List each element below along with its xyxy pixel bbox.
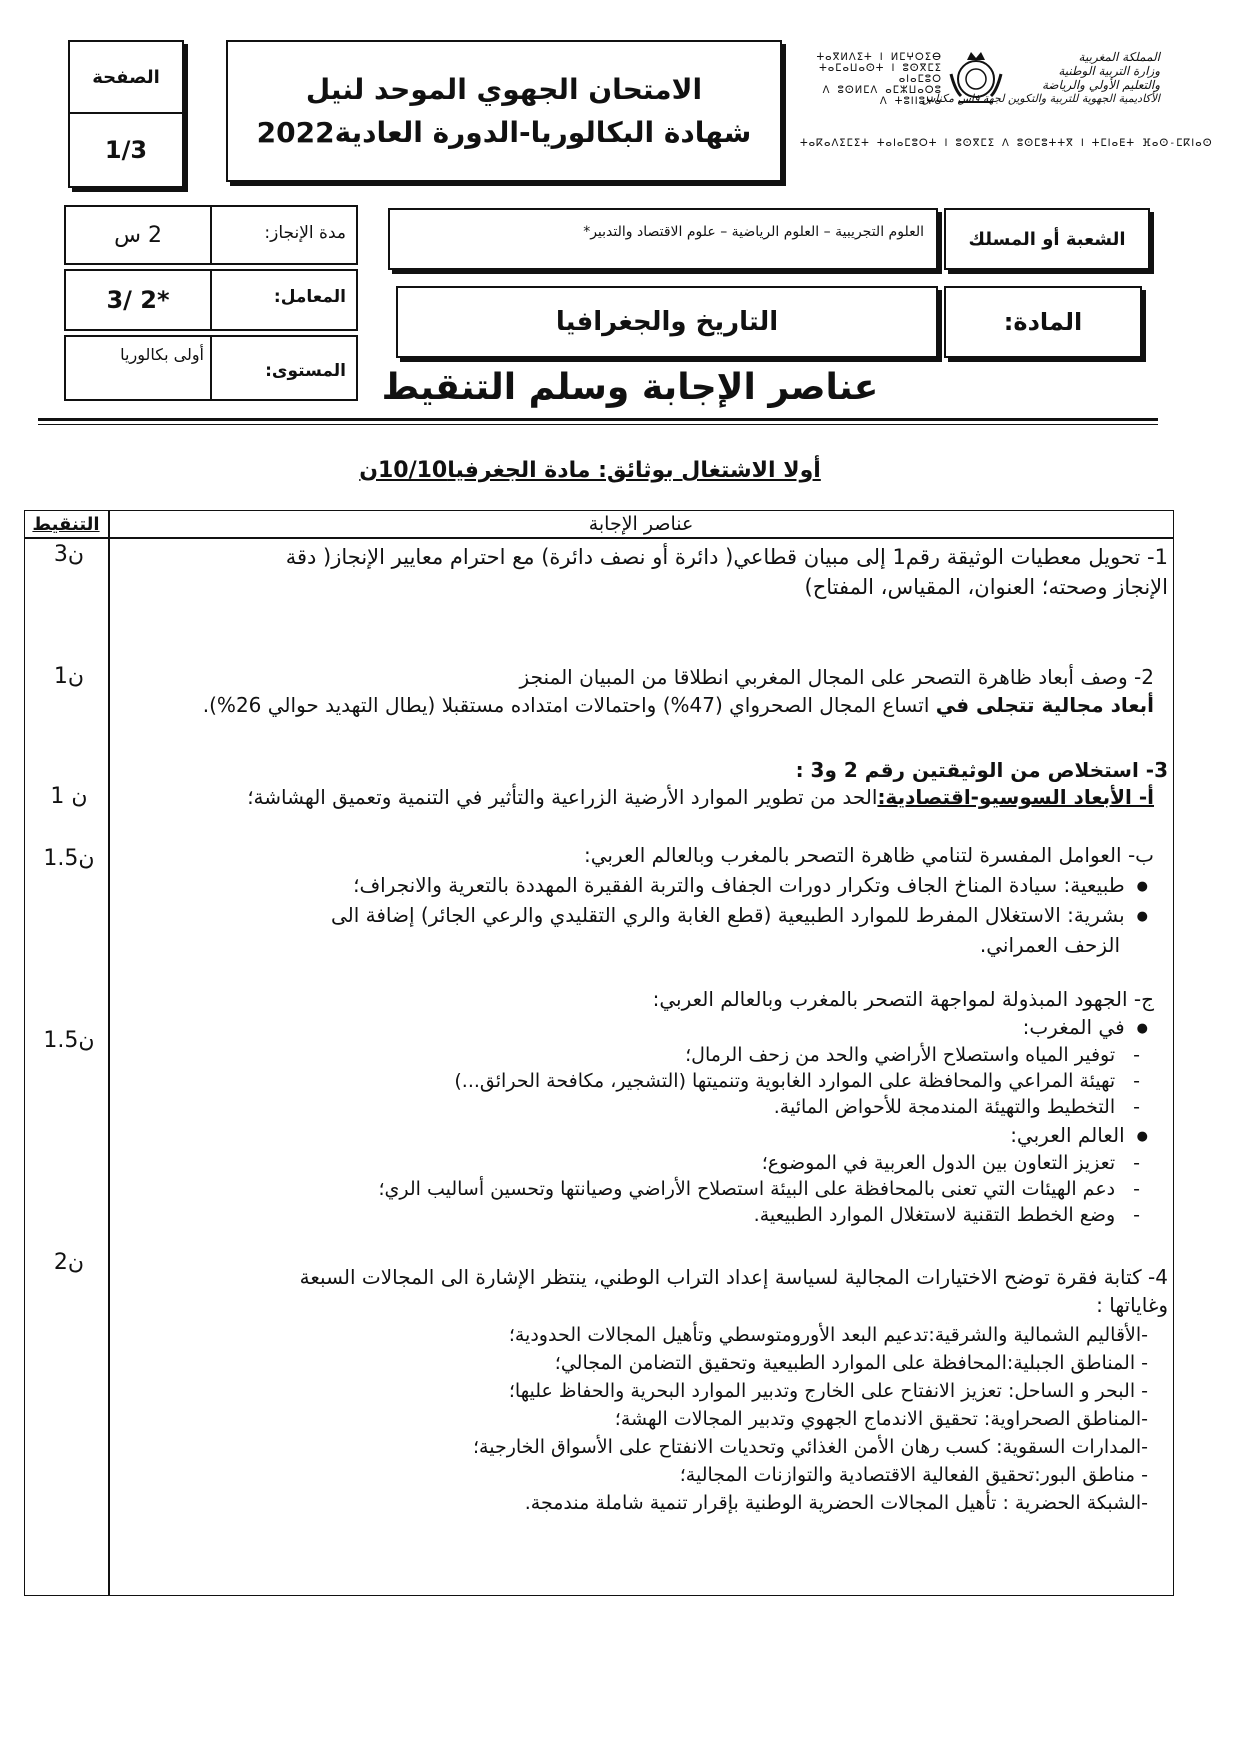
q4-item: - البحر و الساحل: تعزيز الانفتاح على الخارج وتدبير الموارد البحرية والحفاظ عليها؛ [508,1380,1148,1402]
coef-value: 3/ 2* [106,286,170,314]
duration-value: 2 س [114,222,162,248]
branch-value-box [388,208,938,270]
q3-c-morocco-item [140,1042,1140,1069]
q2-bold-part: أبعاد مجالية تتجلى في [935,693,1154,717]
page-label: الصفحة [70,42,182,114]
ministry-line: المملكة المغربية [1078,50,1160,64]
q1-line2: الإنجاز وصحته؛ العنوان، المقياس، المفتاح) [804,575,1168,599]
q3-a-label: أ- الأبعاد السوسيو-اقتصادية: [877,785,1154,809]
q3-c-arab-item-text: دعم الهيئات التي تعنى بالمحافظة على البيئة استصلاح الأراضي وصيانتها وتحسين أساليب الري؛ [378,1178,1116,1200]
q3-c-morocco-item-text: توفير المياه واستصلاح الأراضي والحد من زحف الرمال؛ [685,1044,1116,1066]
subject-label: المادة: [1003,308,1083,336]
exam-title-box [226,40,782,182]
section-heading: أولا الاشتغال بوثائق: مادة الجغرفيا10/10ن [359,458,821,483]
col-answers-header: عناصر الإجابة [588,513,694,535]
branch-label: الشعبة أو المسلك [968,228,1126,250]
subject-value-box [396,286,938,358]
q3-c-mark: 1.5ن [43,1028,95,1053]
col-marks-header: التنقيط [32,513,100,535]
q3-c-morocco-item-text: التخطيط والتهيئة المندمجة للأحواض المائية. [773,1096,1116,1118]
title-underline [38,418,1158,421]
q3-c-arab-item [140,1176,1140,1203]
q2-mark: 1ن [53,664,85,689]
q3-c-arab-item-text: وضع الخطط التقنية لاستغلال الموارد الطبيعية. [753,1204,1116,1226]
subject-value: التاريخ والجغرافيا [555,307,779,337]
q2-rest: اتساع المجال الصحرواي (47%) واحتمالات امتداده مستقبلا (يطال التهديد حوالي 26%). [202,693,936,717]
q4-line2: وغاياتها : [1096,1293,1168,1317]
coef-label: المعامل: [273,287,346,307]
q4-item: - مناطق البور:تحقيق الفعالية الاقتصادية والتوازنات المجالية؛ [679,1464,1148,1486]
q3-b-item-text: بشرية: الاستغلال المفرط للموارد الطبيعية (قطع الغابة والري التقليدي والرعي الجائر) إضافة الى [330,903,1125,927]
page-value: 1/3 [104,136,148,164]
q3-c-arab [148,1122,1148,1150]
tifinagh-block [810,52,942,107]
branch-value: العلوم التجريبية – العلوم الرياضية – علوم الاقتصاد والتدبير* [583,224,924,240]
academy-line: الأكاديمية الجهوية للتربية والتكوين لجهة فاس مكناس [921,92,1160,105]
q3-b-mark: 1.5ن [43,846,95,871]
tifinagh-line: ⵜⴰⴽⴰⴷⵉⵎⵉⵜ ⵜⴰⵏⴰⵎⵓⵔⵜ ⵏ ⵓⵙⴳⵎⵉ ⴷ ⵓⵙⵎⵓⵜⵜⴳ ⵏ ⵜⵎⵏⴰⴹⵜ ⴼⴰⵙ-ⵎⴽⵏⴰⵙ [800,138,1213,149]
q2-line1: 2- وصف أبعاد ظاهرة التصحر على المجال المغربي انطلاقا من المبيان المنجز [519,665,1154,689]
q3-c-arab-item-text: تعزيز التعاون بين الدول العربية في الموضوع؛ [761,1152,1116,1174]
q4-item: -الأقاليم الشمالية والشرقية:تدعيم البعد الأورومتوسطي وتأهيل المجالات الحدودية؛ [508,1324,1148,1346]
q3-c-arab-item [140,1202,1140,1229]
q3-a-text: الحد من تطوير الموارد الأرضية الزراعية والتأثير في التنمية وتعميق الهشاشة؛ [247,785,878,809]
q3-b-cont: الزحف العمراني. [979,933,1120,957]
q3-c-morocco-item [140,1068,1140,1095]
q1-mark: 3ن [53,542,85,567]
kingdom-emblem-icon [945,46,1007,108]
subject-label-box [944,286,1142,358]
exam-title-line2: شهادة البكالوريا-الدورة العادية2022 [256,116,752,149]
q3-b-item [148,872,1148,900]
doc-title: عناصر الإجابة وسلم التنقيط [381,366,879,408]
q3-c-morocco-label: في المغرب: [1022,1015,1125,1039]
tifinagh-line: ⵜⴰⵎⴰⵡⴰⵙⵜ ⵏ ⵓⵙⴳⵎⵉ ⴰⵏⴰⵎⵓⵔ [819,63,942,85]
q3-c-arab-label: العالم العربي: [1010,1123,1125,1147]
ministry-block [1010,50,1160,92]
q1-line1: 1- تحويل معطيات الوثيقة رقم1 إلى مبيان قطاعي( دائرة أو نصف دائرة) مع احترام معايير الإنجاز( دقة [285,545,1168,569]
q4-item: - المناطق الجبلية:المحافظة على الموارد الطبيعية وتحقيق التضامن المجالي؛ [554,1352,1148,1374]
q3-b-heading: ب- العوامل المفسرة لتنامي ظاهرة التصحر بالمغرب وبالعالم العربي: [583,843,1154,867]
ministry-line: والتعليم الأولي والرياضة [1041,78,1160,92]
exam-title-line1: الامتحان الجهوي الموحد لنيل [305,73,703,106]
q3-c-morocco-item-text: تهيئة المراعي والمحافظة على الموارد الغابوية وتنميتها (التشجير، مكافحة الحرائق...) [454,1070,1116,1092]
q3-c-arab-item [140,1150,1140,1177]
q4-item: -المدارات السقوية: كسب رهان الأمن الغذائي وتحديات الانفتاح على الأسواق الخارجية؛ [473,1436,1148,1458]
q3-b-item-text: طبيعية: سيادة المناخ الجاف وتكرار دورات الجفاف والتربة الفقيرة المهددة بالتعرية والانجراف؛ [353,873,1125,897]
duration-label: مدة الإنجاز: [264,223,346,243]
q2-line2 [94,692,1154,719]
level-value: أولى بكالوريا [120,345,204,364]
q3-b-item [148,902,1148,930]
q3-c-morocco [148,1014,1148,1042]
tifinagh-line: ⴷ ⵓⵙⵍⵎⴷ ⴰⵎⵣⵡⴰⵔⵓ ⴷ ⵜⵓⵏⵏⵓⵖⴰ [822,85,942,107]
q3-c-morocco-item [140,1094,1140,1121]
branch-label-box [944,208,1150,270]
q4-mark: 2ن [53,1250,85,1275]
q3-c-heading: ج- الجهود المبذولة لمواجهة التصحر بالمغرب وبالعالم العربي: [652,987,1154,1011]
q4-item: -الشبكة الحضرية : تأهيل المجالات الحضرية الوطنية بإقرار تنمية شاملة مندمجة. [524,1492,1148,1514]
q3-a-line [94,784,1154,811]
q4-line1: 4- كتابة فقرة توضح الاختيارات المجالية لسياسة إعداد التراب الوطني، ينتظر الإشارة الى المجالات السبعة [299,1265,1168,1289]
tifinagh-line: ⵜⴰⴳⵍⴷⵉⵜ ⵏ ⵍⵎⵖⵔⵉⴱ [816,52,942,63]
q3-heading: 3- استخلاص من الوثيقتين رقم 2 و3 : [795,758,1168,782]
page-box [68,40,184,188]
ministry-line: وزارة التربية الوطنية [1058,64,1160,78]
q4-item: -المناطق الصحراوية: تحقيق الاندماج الجهوي وتدبير المجالات الهشة؛ [614,1408,1148,1430]
q3-a-mark: 1 ن [50,784,88,809]
title-underline-2 [38,424,1158,425]
level-label: المستوى: [265,361,346,381]
